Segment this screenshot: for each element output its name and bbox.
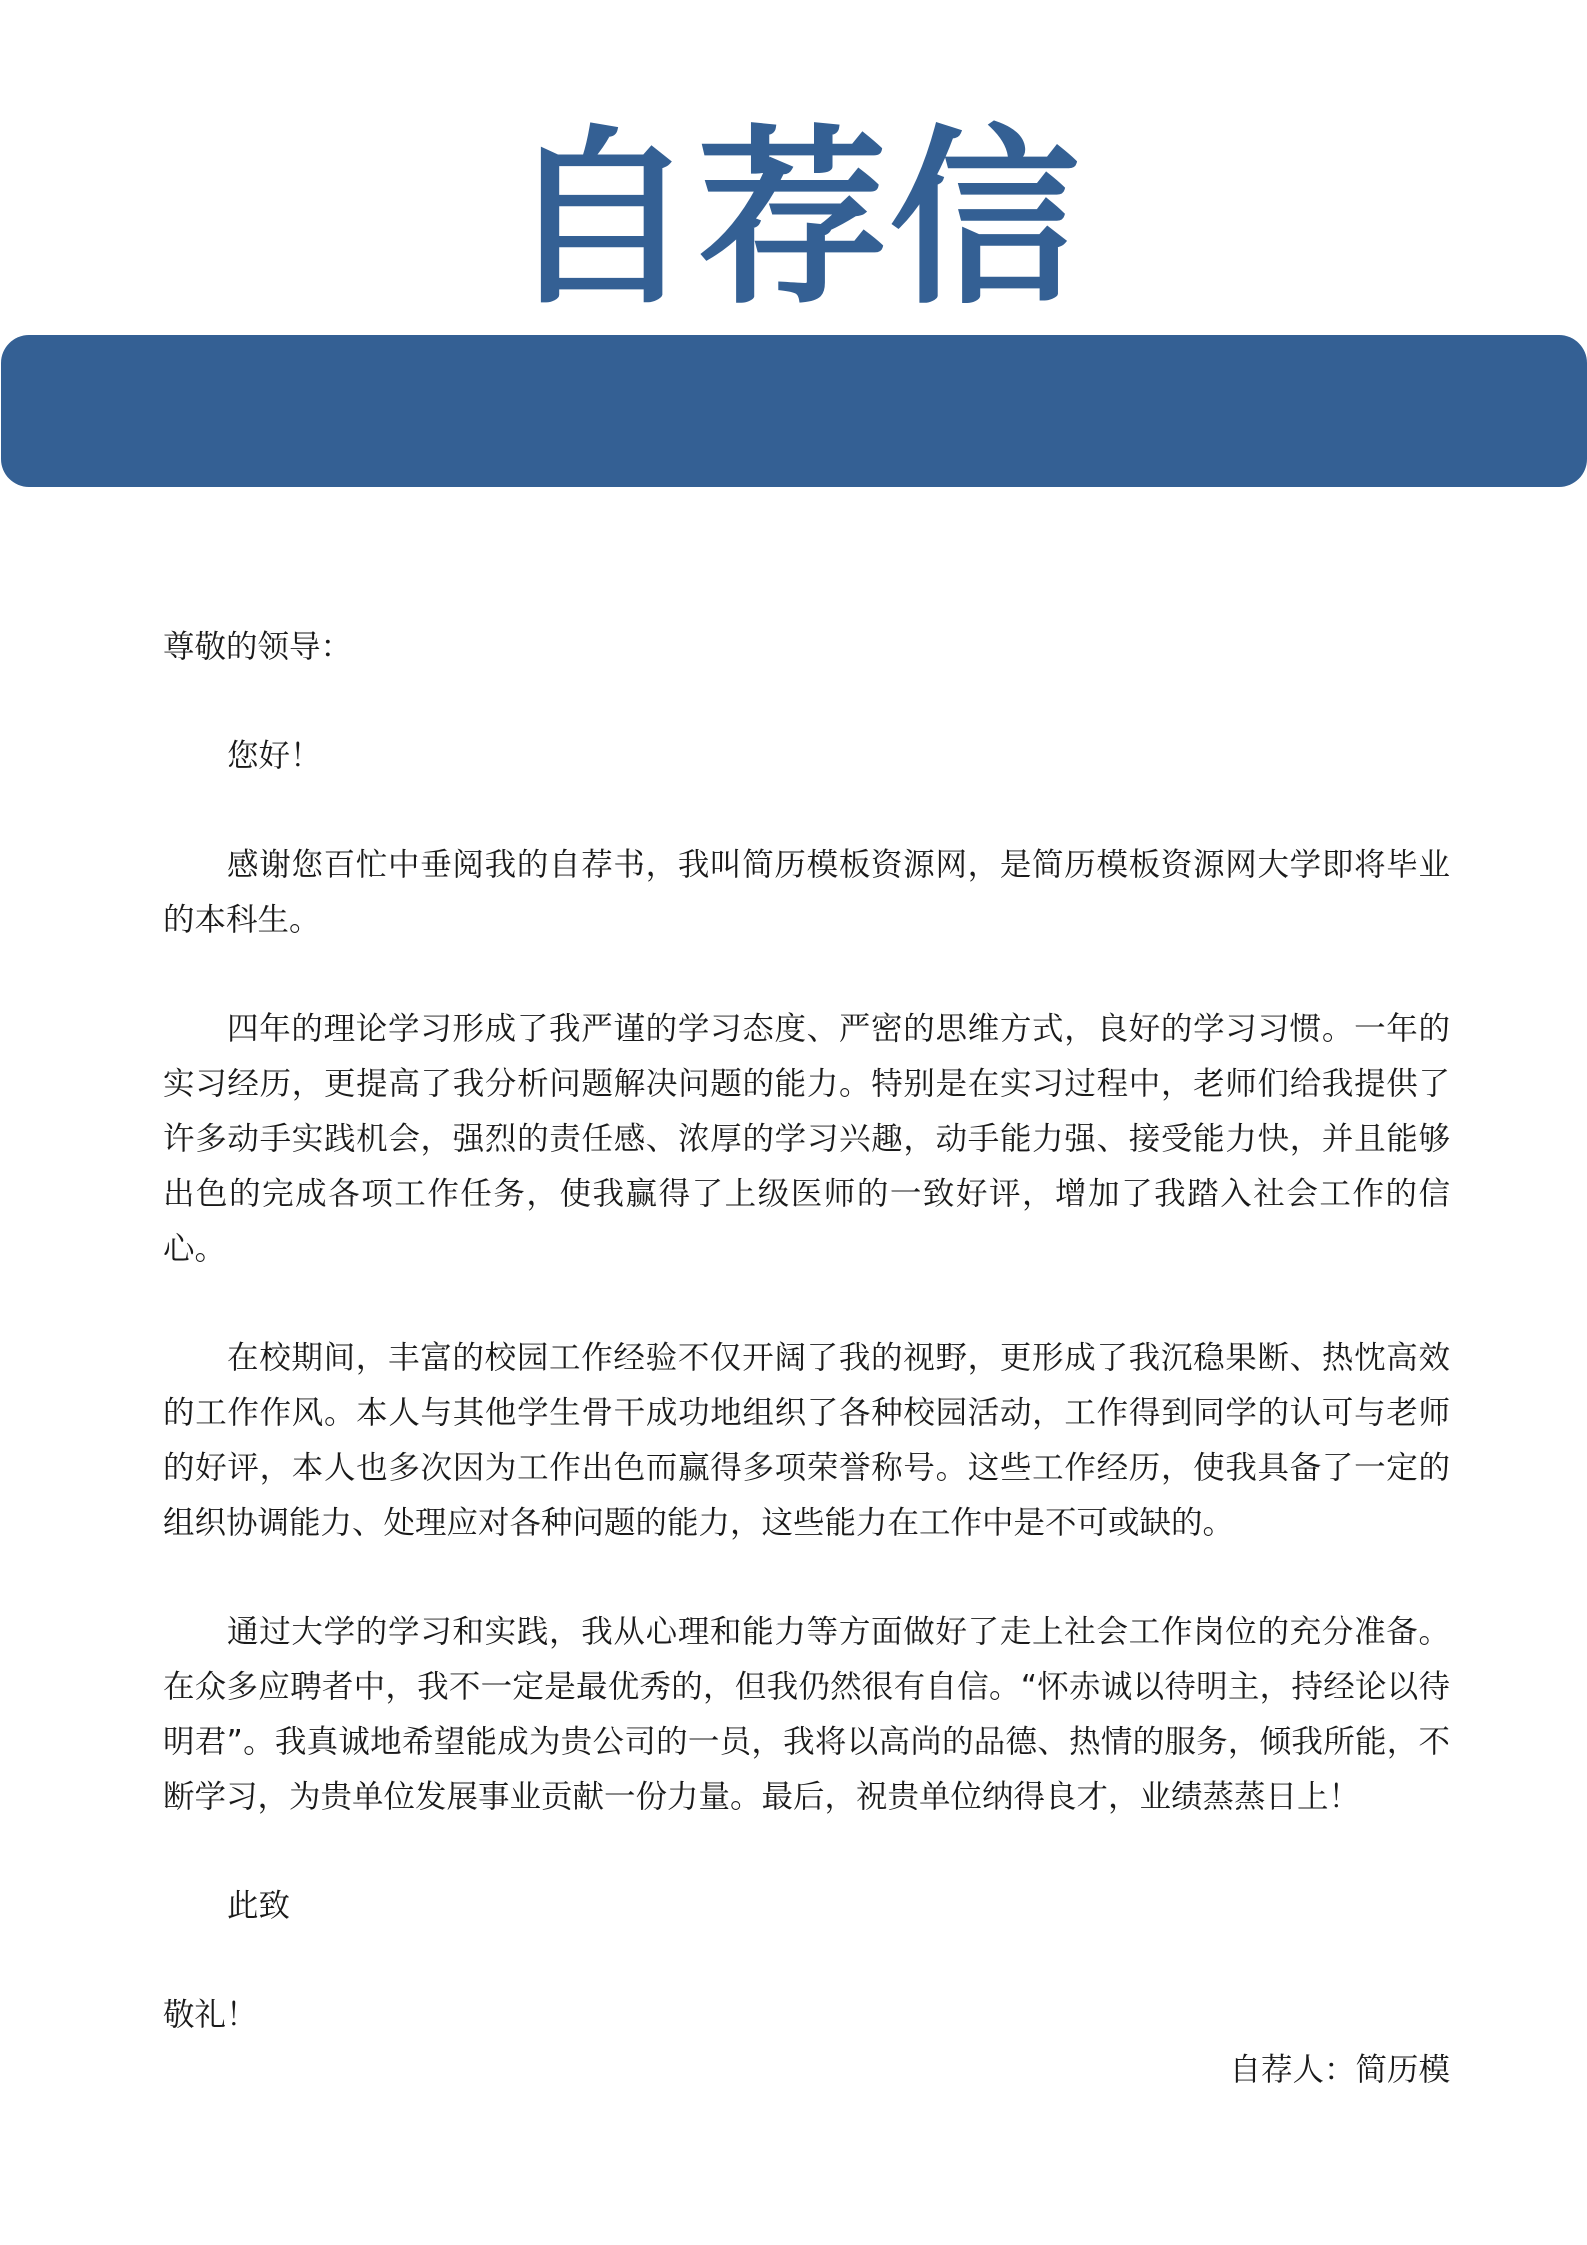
letter-salutation: 尊敬的领导： xyxy=(163,629,353,665)
letter-closing: 此致 xyxy=(227,1888,291,1924)
letter-signature: 自荐人：简历模 xyxy=(1229,2052,1450,2088)
letter-body xyxy=(163,620,1450,2098)
header-banner xyxy=(1,335,1587,487)
letter-regards: 敬礼！ xyxy=(163,1997,258,2033)
letter-greeting: 您好！ xyxy=(227,738,322,774)
page-title: 自荐信 xyxy=(505,109,1082,330)
letter-paragraph-3: 在校期间，丰富的校园工作经验不仅开阔了我的视野，更形成了我沉稳果断、热忱高效的工作作风。本人与其他学生骨干成功地组织了各种校园活动，工作得到同学的认可与老师的好评，本人也多次因为工作出色而赢得多项荣誉称号。这些工作经历，使我具备了一定的组织协调能力、处理应对各种问题的能力，这些能力在工作中是不可或缺的。 xyxy=(163,1340,1450,1541)
letter-paragraph-4: 通过大学的学习和实践，我从心理和能力等方面做好了走上社会工作岗位的充分准备。在众多应聘者中，我不一定是最优秀的，但我仍然很有自信。“怀赤诚以待明主，持经论以待明君”。我真诚地希望能成为贵公司的一员，我将以高尚的品德、热情的服务，倾我所能，不断学习，为贵单位发展事业贡献一份力量。最后，祝贵单位纳得良才，业绩蒸蒸日上！ xyxy=(163,1614,1450,1815)
letter-paragraph-2: 四年的理论学习形成了我严谨的学习态度、严密的思维方式，良好的学习习惯。一年的实习经历，更提高了我分析问题解决问题的能力。特别是在实习过程中，老师们给我提供了许多动手实践机会，强烈的责任感、浓厚的学习兴趣，动手能力强、接受能力快，并且能够出色的完成各项工作任务，使我赢得了上级医师的一致好评，增加了我踏入社会工作的信心。 xyxy=(163,1011,1450,1267)
letter-paragraph-1: 感谢您百忙中垂阅我的自荐书，我叫简历模板资源网，是简历模板资源网大学即将毕业的本科生。 xyxy=(163,847,1450,938)
